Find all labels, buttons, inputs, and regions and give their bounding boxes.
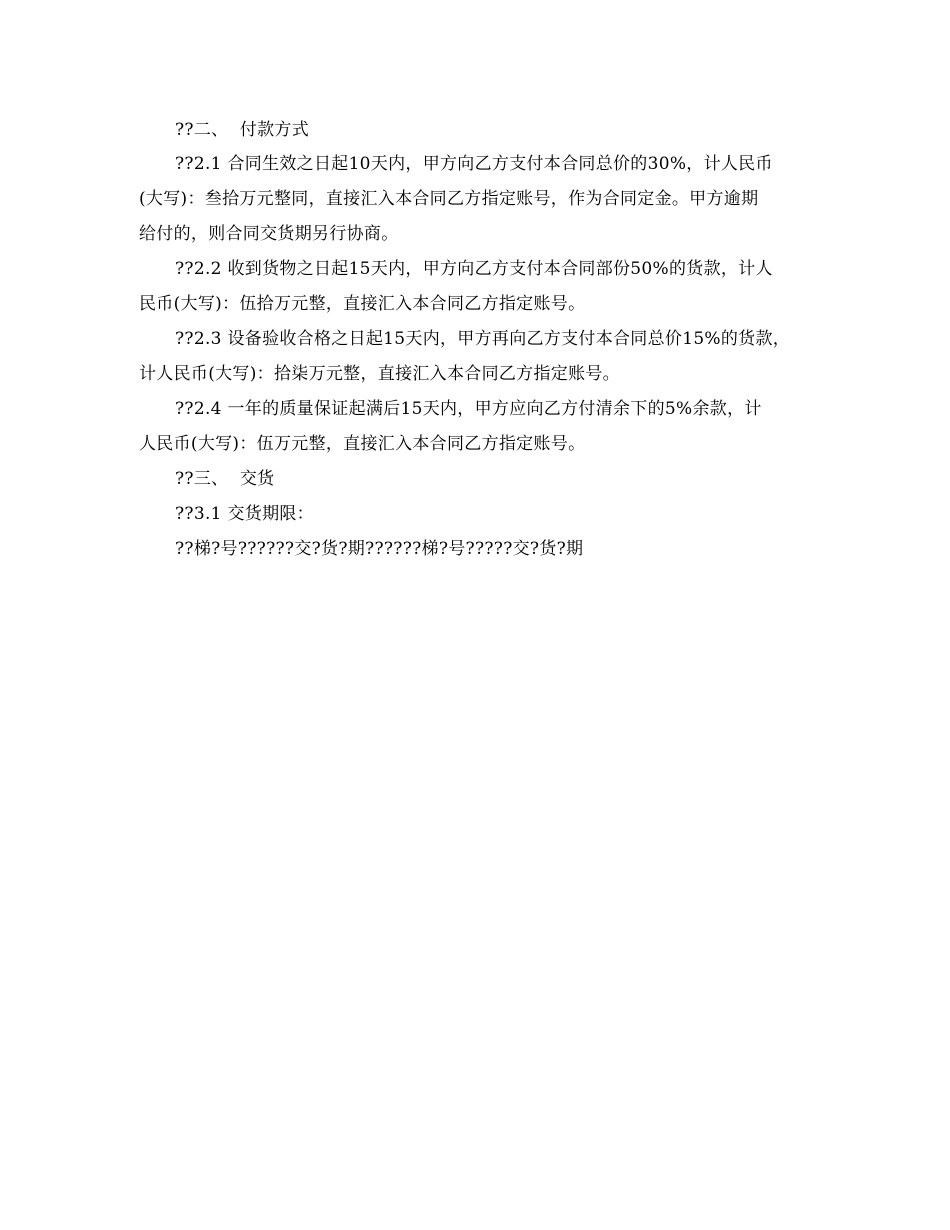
table-header-line: ??梯?号??????交?货?期??????梯?号?????交?货?期: [175, 539, 584, 559]
paragraph-line: ??3.1 交货期限：: [175, 504, 314, 524]
paragraph-line: 人民币(大写)：伍万元整，直接汇入本合同乙方指定账号。: [139, 434, 586, 454]
paragraph-line: 民币(大写)：伍拾万元整，直接汇入本合同乙方指定账号。: [139, 294, 586, 314]
paragraph-line: ??2.4 一年的质量保证起满后15天内，甲方应向乙方付清余下的5%余款，计: [175, 399, 762, 419]
paragraph-line: ??2.3 设备验收合格之日起15天内，甲方再向乙方支付本合同总价15%的货款，: [175, 329, 791, 349]
paragraph-line: ??2.1 合同生效之日起10天内，甲方向乙方支付本合同总价的30%，计人民币: [175, 154, 773, 174]
section-heading-payment: ??二、 付款方式: [175, 120, 310, 140]
section-heading-delivery: ??三、 交货: [175, 469, 275, 489]
paragraph-line: 给付的，则合同交货期另行协商。: [139, 224, 399, 244]
paragraph-line: (大写)：叁拾万元整同，直接汇入本合同乙方指定账号，作为合同定金。甲方逾期: [139, 189, 759, 209]
paragraph-line: ??2.2 收到货物之日起15天内，甲方向乙方支付本合同部份50%的货款，计人: [175, 259, 773, 279]
paragraph-line: 计人民币(大写)：拾柒万元整，直接汇入本合同乙方指定账号。: [139, 364, 620, 384]
